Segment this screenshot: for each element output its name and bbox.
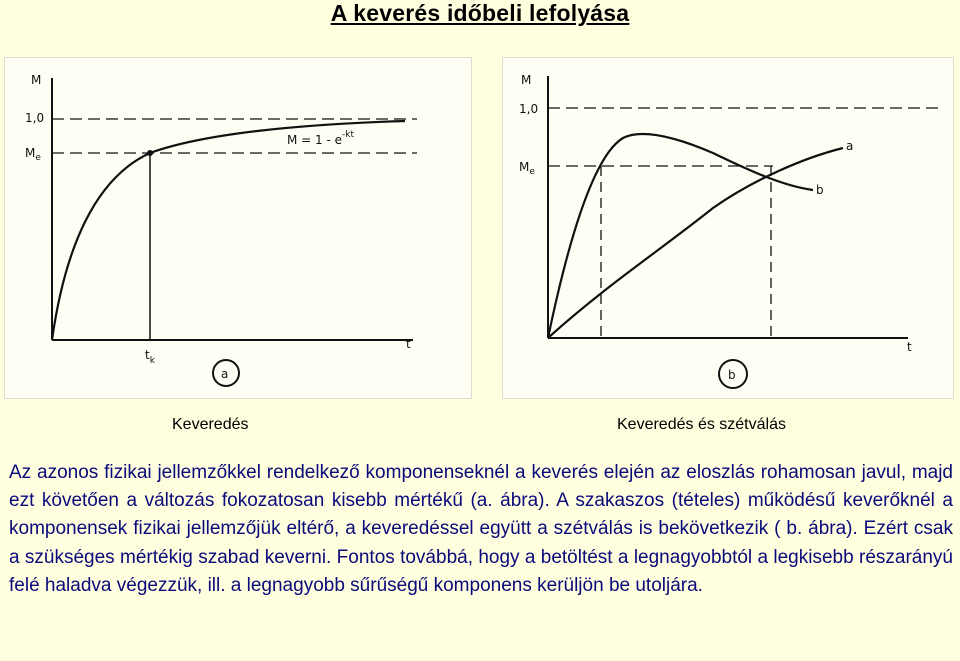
figure-a-panel [4, 57, 472, 399]
figure-b-tick-me [519, 160, 535, 177]
figure-b-curve-b [548, 134, 813, 338]
figure-b-badge-label: b [728, 368, 736, 382]
figure-a-y-axis-label: M [31, 73, 42, 87]
figure-a-tick-me-main: M [25, 146, 36, 160]
figure-a-tick-me [25, 146, 41, 163]
figure-b-curve-a [548, 148, 843, 338]
figure-a-tk-label-main: t [145, 348, 150, 362]
figure-b-tick-me-sub: e [529, 167, 535, 177]
figure-a-formula-main: M = 1 - e [287, 133, 343, 147]
figure-a-formula [287, 130, 354, 147]
figure-a-tick-me-sub: e [35, 153, 41, 163]
figure-b-curve-a-label: a [846, 139, 854, 153]
figure-a-x-axis-label: t [406, 337, 411, 351]
figure-b-tick-me-main: M [519, 160, 530, 174]
figure-a-badge-label: a [221, 367, 229, 381]
figure-b-panel [502, 57, 954, 399]
figure-a-formula-exp: -kt [342, 130, 355, 140]
figure-b-x-axis-label: t [907, 340, 912, 354]
figure-a-tk-label [145, 348, 156, 366]
body-paragraph: Az azonos fizikai jellemzőkkel rendelkező komponenseknél a keverés elején az eloszlás rohamosan javul, majd ezt követően a változás fokozatosan kisebb mértékű (a. ábra). A szakaszos (tételes) működésű keverőknél a komponensek fizikai jellemzőjük eltérő, a keveredéssel együtt a szétválás is bekövetkezik ( b. ábra). Ezért csak a szükséges mértékig szabad keverni. Fontos továbbá, hogy a betöltést a legnagyobbtól a legkisebb részarányú felé haladva végezzük, ill. a legnagyobb sűrűségű komponens kerüljön be utoljára. [9, 462, 953, 596]
figure-a-caption: Keveredés [172, 416, 249, 433]
figure-b-caption: Keveredés és szétválás [617, 416, 786, 433]
figure-b-curve-b-label: b [816, 183, 824, 197]
figure-a-tk-label-sub: k [149, 356, 155, 366]
figure-a-curve [52, 121, 405, 340]
figure-b-y-axis-label: M [521, 73, 532, 87]
figure-a-tick-one: 1,0 [25, 111, 45, 125]
figure-b-diagram [503, 58, 953, 398]
figure-b-tick-one: 1,0 [519, 102, 539, 116]
figure-a-diagram [5, 58, 471, 398]
page-title: A keverés időbeli lefolyása [330, 0, 630, 26]
